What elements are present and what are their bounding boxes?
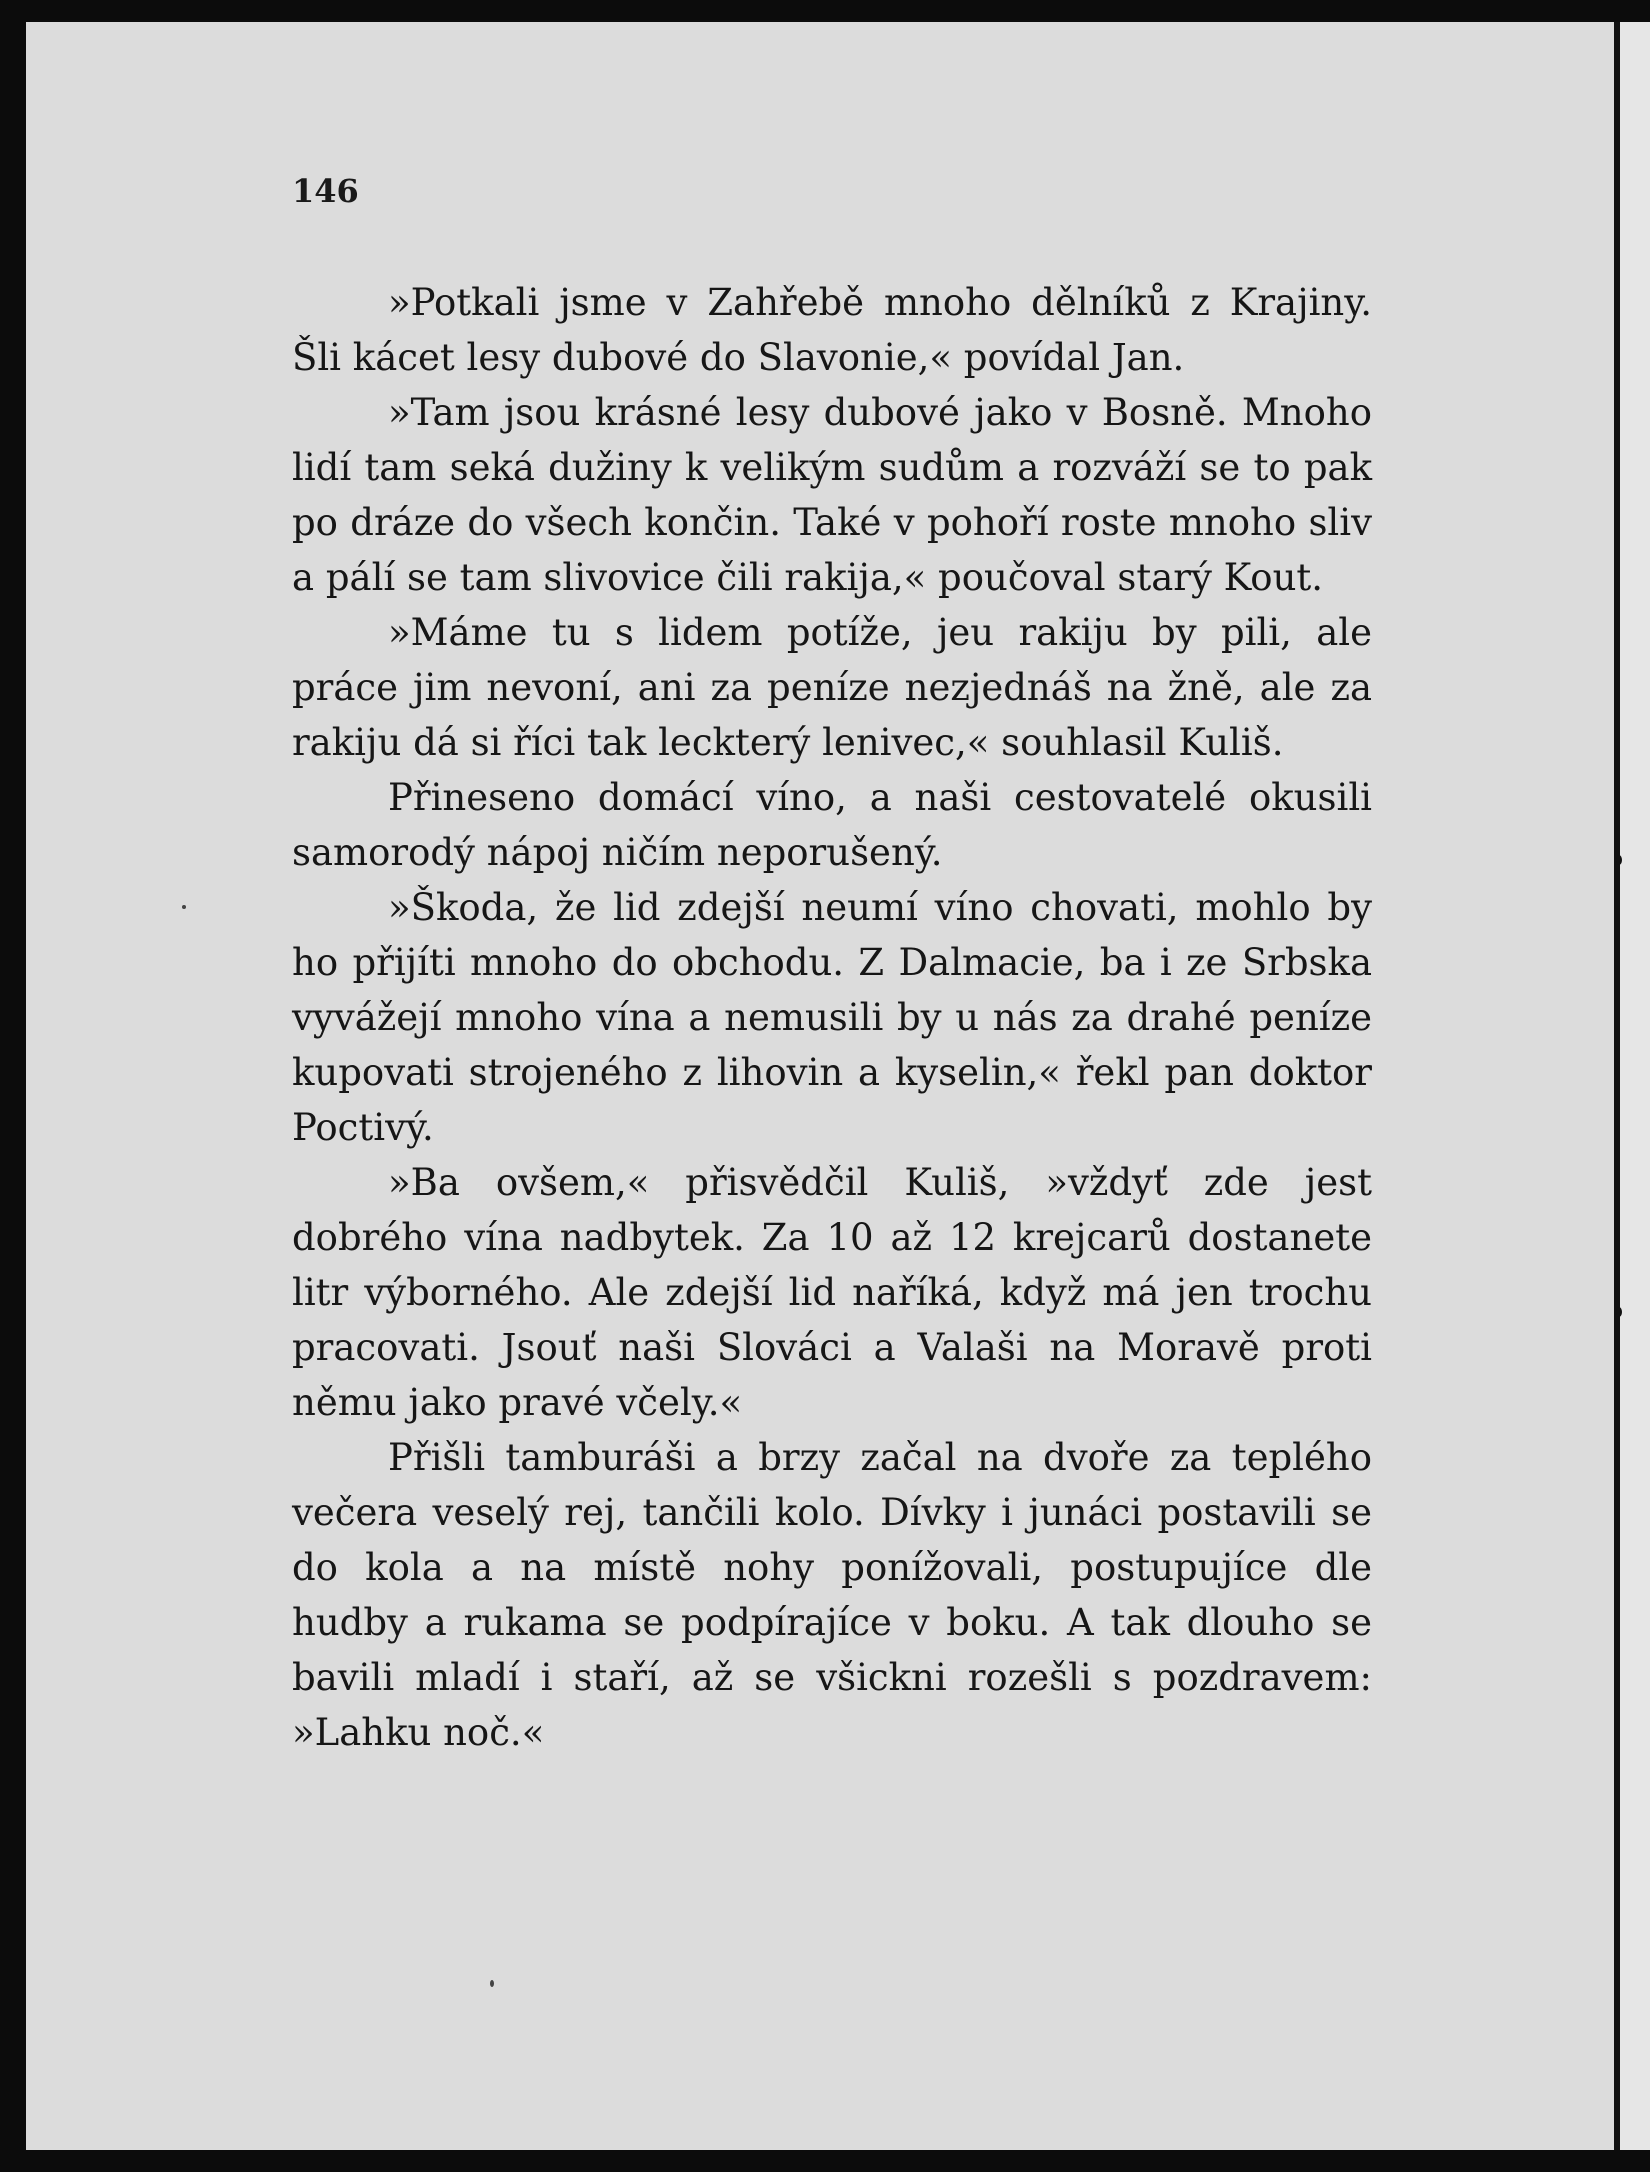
scan-speck xyxy=(1616,855,1622,865)
paragraph-2: »Tam jsou krásné lesy dubové jako v Bosně. Mnoho lidí tam seká dužiny k velikým sudům a rozváží se to pak po dráze do všech končin. Také v pohoří roste mnoho sliv a pálí se tam slivovice čili rakija,« poučoval starý Kout. xyxy=(292,391,1372,599)
paragraph-1: »Potkali jsme v Zahřebě mnoho dělníků z Krajiny. Šli kácet lesy dubové do Slavonie,« povídal Jan. xyxy=(292,281,1372,379)
scan-speck xyxy=(182,905,186,909)
paragraph-3: »Máme tu s lidem potíže, jeu rakiju by pili, ale práce jim nevoní, ani za peníze nezjednáš na žně, ale za rakiju dá si říci tak leckterý lenivec,« souhlasil Kuliš. xyxy=(292,611,1372,764)
scan-speck xyxy=(1616,1307,1622,1317)
adjacent-page-edge xyxy=(1614,22,1650,2150)
body-text xyxy=(292,275,1372,1760)
paragraph-4: Přineseno domácí víno, a naši cestovatelé okusili samorodý nápoj ničím neporušený. xyxy=(292,776,1372,874)
paragraph-7: Přišli tamburáši a brzy začal na dvoře za teplého večera veselý rej, tančili kolo. Dívky i junáci postavili se do kola a na místě nohy ponížovali, postupujíce dle hudby a rukama se podpírajíce v boku. A tak dlouho se bavili mladí i staří, až se všickni rozešli s pozdravem: »Lahku noč.« xyxy=(292,1436,1372,1754)
scan-speck xyxy=(490,1980,494,1987)
page-number: 146 xyxy=(292,172,359,210)
paragraph-5: »Škoda, že lid zdejší neumí víno chovati, mohlo by ho přijíti mnoho do obchodu. Z Dalmacie, ba i ze Srbska vyvážejí mnoho vína a nemusili by u nás za drahé peníze kupovati strojeného z lihovin a kyselin,« řekl pan doktor Poctivý. xyxy=(292,886,1372,1149)
paragraph-6: »Ba ovšem,« přisvědčil Kuliš, »vždyť zde jest dobrého vína nadbytek. Za 10 až 12 krejcarů dostanete litr výborného. Ale zdejší lid naříká, když má jen trochu pracovati. Jsouť naši Slováci a Valaši na Moravě proti němu jako pravé včely.« xyxy=(292,1161,1372,1424)
